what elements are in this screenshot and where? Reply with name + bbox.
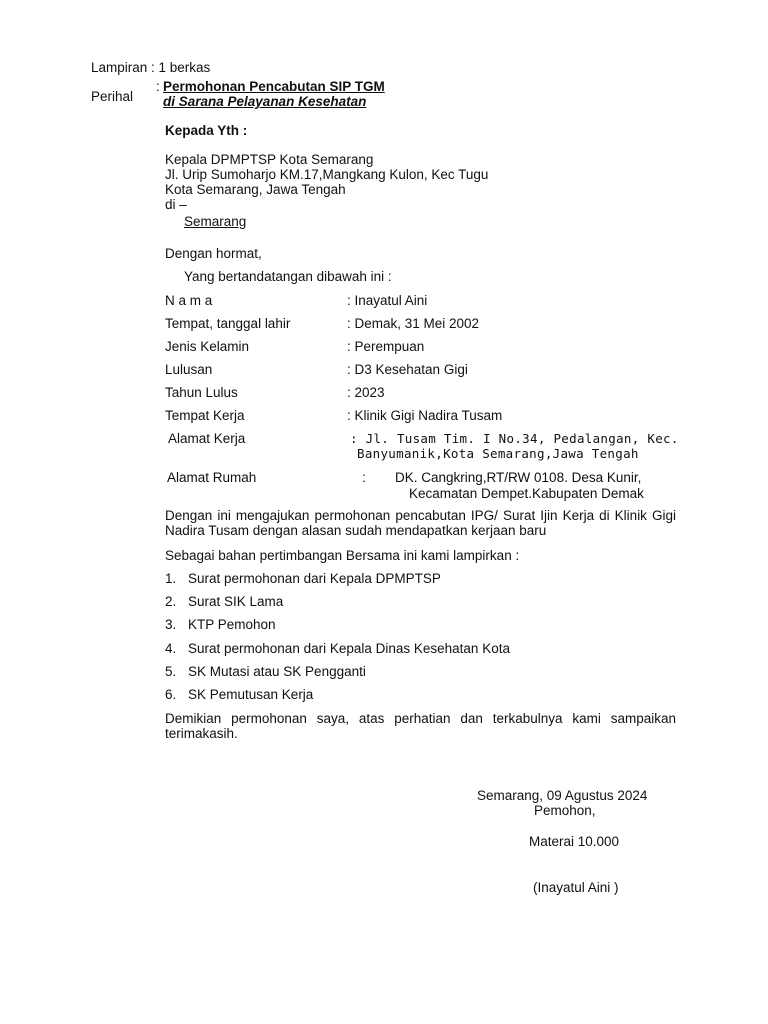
list-item-text: Surat permohonan dari Kepala Dinas Kesehatan Kota <box>188 641 510 656</box>
perihal-colon: : <box>156 79 160 94</box>
recipient-line3: Kota Semarang, Jawa Tengah <box>165 182 346 197</box>
field-value-jenis-kelamin: : Perempuan <box>347 339 425 354</box>
list-item-text: Surat SIK Lama <box>188 594 284 609</box>
attachments-intro: Sebagai bahan pertimbangan Bersama ini kami lampirkan : <box>165 548 520 563</box>
recipient-line4: di – <box>165 197 187 212</box>
field-value-alamat-kerja-line2: Banyumanik,Kota Semarang,Jawa Tengah <box>357 446 639 461</box>
list-item-text: KTP Pemohon <box>188 617 276 632</box>
signature-place-date: Semarang, 09 Agustus 2024 <box>477 788 648 803</box>
recipient-city: Semarang <box>184 214 247 229</box>
list-item-number: 6. <box>165 687 177 702</box>
field-label-tempat-kerja: Tempat Kerja <box>165 408 245 423</box>
list-item-number: 4. <box>165 641 177 656</box>
list-item-number: 5. <box>165 664 177 679</box>
signature-stamp: Materai 10.000 <box>529 834 620 849</box>
field-label-nama: N a m a <box>165 293 213 308</box>
perihal-subject-line1: Permohonan Pencabutan SIP TGM <box>163 79 385 94</box>
signature-name: (Inayatul Aini ) <box>533 880 619 895</box>
greeting: Dengan hormat, <box>165 246 262 261</box>
recipient-line1: Kepala DPMPTSP Kota Semarang <box>165 152 374 167</box>
recipient-line2: Jl. Urip Sumoharjo KM.17,Mangkang Kulon, Kec Tugu <box>165 167 489 182</box>
field-value-tempat-kerja: : Klinik Gigi Nadira Tusam <box>347 408 503 423</box>
field-label-alamat-kerja: Alamat Kerja <box>168 431 246 446</box>
lampiran-line: Lampiran : 1 berkas <box>91 60 211 75</box>
signature-role: Pemohon, <box>534 803 596 818</box>
field-label-jenis-kelamin: Jenis Kelamin <box>165 339 250 354</box>
field-colon-alamat-rumah: : <box>362 470 366 485</box>
intro-line: Yang bertandatangan dibawah ini : <box>184 269 392 284</box>
field-label-ttl: Tempat, tanggal lahir <box>165 316 291 331</box>
list-item-text: Surat permohonan dari Kepala DPMPTSP <box>188 571 441 586</box>
field-label-lulusan: Lulusan <box>165 362 213 377</box>
closing-paragraph: Demikian permohonan saya, atas perhatian dan terkabulnya kami sampaikan terimakasih. <box>165 711 676 741</box>
list-item-number: 2. <box>165 594 177 609</box>
request-paragraph: Dengan ini mengajukan permohonan pencabutan IPG/ Surat Ijin Kerja di Klinik Gigi Nadira Tusam dengan alasan sudah mendapatkan kerjaan baru <box>165 508 676 538</box>
field-label-tahun-lulus: Tahun Lulus <box>165 385 238 400</box>
field-value-lulusan: : D3 Kesehatan Gigi <box>347 362 468 377</box>
field-label-alamat-rumah: Alamat Rumah <box>167 470 257 485</box>
perihal-subject-line2: di Sarana Pelayanan Kesehatan <box>163 94 367 109</box>
field-value-nama: : Inayatul Aini <box>347 293 428 308</box>
field-value-alamat-rumah-line1: DK. Cangkring,RT/RW 0108. Desa Kunir, <box>395 470 642 485</box>
list-item-number: 1. <box>165 571 177 586</box>
field-value-alamat-rumah-line2: Kecamatan Dempet.Kabupaten Demak <box>409 486 644 501</box>
field-value-ttl: : Demak, 31 Mei 2002 <box>347 316 480 331</box>
list-item-text: SK Pemutusan Kerja <box>188 687 314 702</box>
list-item-number: 3. <box>165 617 177 632</box>
list-item-text: SK Mutasi atau SK Pengganti <box>188 664 366 679</box>
field-value-alamat-kerja-line1: : Jl. Tusam Tim. I No.34, Pedalangan, Kec. <box>350 431 679 446</box>
perihal-label: Perihal <box>91 89 134 104</box>
salutation: Kepada Yth : <box>165 123 248 138</box>
field-value-tahun-lulus: : 2023 <box>347 385 385 400</box>
